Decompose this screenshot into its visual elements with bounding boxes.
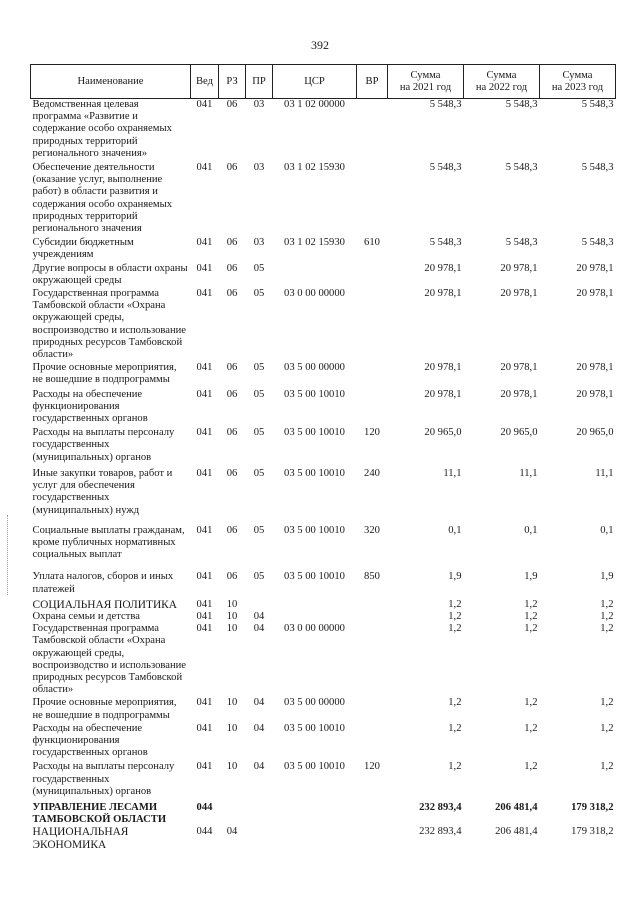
table-row [31,235,616,261]
cell-csr: 03 0 00 00000 [284,623,345,635]
cell-sum-2023: 0,1 [600,524,614,536]
cell-sum-2021: 232 893,4 [419,801,462,813]
cell-vr [357,262,388,287]
cell-csr: 03 5 00 00000 [284,697,345,709]
table-row [31,464,616,517]
table-row [31,387,616,426]
cell-vr [357,387,388,426]
cell-vr [357,696,388,721]
table-row [31,623,616,696]
cell-csr: 03 5 00 10010 [284,524,345,536]
cell-name: Расходы на обеспечение функционирования государственных органов [32,722,148,759]
table-row [31,826,616,850]
cell-vr [357,798,388,826]
cell-sum-2022: 1,2 [524,697,538,709]
cell-ved: 041 [196,427,213,439]
cell-pr: 05 [253,362,265,374]
cell-ved: 041 [196,237,213,249]
cell-csr [273,262,357,287]
header-rz: РЗ [219,65,246,99]
cell-pr: 03 [253,162,265,174]
cell-sum-2022: 5 548,3 [505,162,538,174]
table-header-row [31,65,616,99]
cell-sum-2023: 5 548,3 [581,237,614,249]
header-sum-2022-line1: Сумма [486,69,517,81]
cell-sum-2021: 5 548,3 [429,162,462,174]
cell-sum-2022: 5 548,3 [505,237,538,249]
cell-sum-2021: 1,2 [448,761,462,773]
cell-sum-2023: 1,9 [600,571,614,583]
cell-pr: 05 [253,262,265,274]
cell-ved: 041 [196,761,213,773]
table-row [31,287,616,361]
cell-sum-2021: 1,2 [448,697,462,709]
table-row [31,759,616,798]
cell-sum-2021: 0,1 [448,524,462,536]
cell-rz: 04 [226,826,238,838]
cell-rz: 06 [226,427,238,439]
cell-sum-2021: 5 548,3 [429,237,462,249]
cell-pr: 05 [253,467,265,479]
cell-ved: 041 [196,697,213,709]
cell-rz: 10 [226,610,238,622]
cell-sum-2022: 20 978,1 [500,388,538,400]
cell-csr: 03 5 00 10010 [284,761,345,773]
cell-sum-2022: 20 978,1 [500,362,538,374]
cell-sum-2021: 5 548,3 [429,99,462,110]
header-pr: ПР [246,65,273,99]
table-row [31,596,616,611]
header-sum-2022-line2: на 2022 год [475,81,528,93]
cell-name: Расходы на выплаты персоналу государственных (муниципальных) органов [32,761,175,797]
cell-csr [273,798,357,826]
cell-sum-2023: 1,2 [600,697,614,709]
budget-table [30,64,616,851]
cell-sum-2023: 1,2 [600,722,614,734]
cell-sum-2021: 1,9 [448,571,462,583]
cell-csr: 03 5 00 00000 [284,362,345,374]
cell-vr [357,826,388,850]
cell-sum-2022: 1,2 [524,722,538,734]
cell-ved: 041 [196,288,213,300]
cell-pr [246,596,273,611]
cell-vr: 320 [364,524,380,536]
cell-ved: 041 [196,467,213,479]
cell-sum-2023: 179 318,2 [571,801,614,813]
cell-pr: 05 [253,427,265,439]
cell-vr: 240 [364,467,380,479]
cell-vr: 850 [364,571,380,583]
header-sum-2021-line2: на 2021 год [399,81,452,93]
cell-sum-2021: 1,2 [448,722,462,734]
cell-ved: 044 [196,801,213,813]
cell-sum-2023: 20 978,1 [576,262,614,274]
header-csr: ЦСР [273,65,357,99]
cell-sum-2021: 11,1 [443,467,462,479]
margin-scan-mark [7,515,9,595]
cell-ved: 041 [196,524,213,536]
cell-csr: 03 1 02 00000 [284,99,345,110]
cell-name: Иные закупки товаров, работ и услуг для обеспечения государственных (муниципальных) нужд [32,467,173,516]
cell-ved: 041 [196,571,213,583]
cell-sum-2021: 20 978,1 [424,262,462,274]
cell-ved: 041 [196,722,213,734]
cell-ved: 041 [196,610,213,622]
cell-vr [357,722,388,760]
cell-sum-2022: 20 965,0 [500,427,538,439]
cell-sum-2022: 5 548,3 [505,99,538,110]
table-row [31,425,616,464]
cell-sum-2022: 1,2 [524,598,538,610]
cell-name: Ведомственная целевая программа «Развитие и содержание особо охраняемых природных территорий регионального значения» [32,99,172,159]
cell-sum-2021: 1,2 [448,610,462,622]
cell-rz: 06 [226,388,238,400]
cell-csr [273,826,357,850]
cell-sum-2021: 20 978,1 [424,288,462,300]
cell-pr: 04 [253,697,265,709]
cell-sum-2023: 1,2 [600,610,614,622]
table-row [31,262,616,287]
cell-name: Государственная программа Тамбовской области «Охрана окружающей среды, воспроизводство и использование природных ресурсов Тамбовской области» [32,288,186,361]
cell-pr: 05 [253,288,265,300]
cell-sum-2021: 20 978,1 [424,362,462,374]
cell-vr [357,623,388,696]
header-sum-2023-line1: Сумма [562,69,593,81]
cell-name: Социальные выплаты гражданам, кроме публичных нормативных социальных выплат [32,524,185,561]
header-sum-2021 [388,65,464,99]
cell-ved: 041 [196,623,213,635]
cell-rz [219,798,246,826]
cell-pr [246,798,273,826]
cell-sum-2023: 1,2 [600,761,614,773]
cell-rz: 06 [226,99,238,110]
cell-sum-2023: 179 318,2 [571,826,614,838]
cell-vr: 120 [364,427,380,439]
cell-name: НАЦИОНАЛЬНАЯ ЭКОНОМИКА [32,826,129,851]
cell-vr [357,287,388,361]
cell-csr: 03 5 00 10010 [284,388,345,400]
header-ved: Вед [191,65,219,99]
cell-vr: 120 [364,761,380,773]
cell-ved: 041 [196,388,213,400]
cell-csr: 03 0 00 00000 [284,288,345,300]
cell-sum-2021: 1,2 [448,623,462,635]
table-row [31,798,616,826]
cell-pr: 05 [253,524,265,536]
cell-sum-2022: 0,1 [524,524,538,536]
cell-csr: 03 5 00 10010 [284,467,345,479]
cell-sum-2023: 5 548,3 [581,162,614,174]
table-row [31,517,616,562]
cell-csr: 03 5 00 10010 [284,427,345,439]
cell-name: Другие вопросы в области охраны окружающей среды [32,262,188,286]
table-row [31,561,616,595]
cell-csr: 03 1 02 15930 [284,162,345,174]
cell-pr: 03 [253,237,265,249]
cell-csr: 03 5 00 10010 [284,722,345,734]
cell-sum-2023: 11,1 [595,467,614,479]
cell-rz: 06 [226,467,238,479]
cell-sum-2022: 20 978,1 [500,262,538,274]
cell-sum-2023: 20 978,1 [576,362,614,374]
cell-rz: 06 [226,524,238,536]
cell-name: Расходы на обеспечение функционирования государственных органов [32,388,148,425]
cell-csr: 03 1 02 15930 [284,237,345,249]
header-sum-2023-line2: на 2023 год [551,81,604,93]
cell-vr [357,596,388,611]
cell-vr: 610 [364,237,380,249]
cell-sum-2022: 1,9 [524,571,538,583]
cell-sum-2023: 1,2 [600,623,614,635]
cell-name: Охрана семьи и детства [32,610,140,622]
cell-sum-2022: 20 978,1 [500,288,538,300]
cell-pr: 04 [253,623,265,635]
cell-sum-2021: 1,2 [448,598,462,610]
cell-sum-2023: 20 978,1 [576,288,614,300]
cell-pr: 05 [253,571,265,583]
table-row [31,99,616,161]
cell-rz: 10 [226,598,238,610]
cell-rz: 06 [226,288,238,300]
cell-sum-2022: 1,2 [524,623,538,635]
cell-ved: 044 [196,826,213,838]
header-sum-2023 [540,65,616,99]
header-vr: ВР [357,65,388,99]
cell-ved: 041 [196,362,213,374]
cell-rz: 10 [226,697,238,709]
cell-csr [273,596,357,611]
cell-sum-2023: 20 978,1 [576,388,614,400]
cell-sum-2021: 20 965,0 [424,427,462,439]
cell-pr: 03 [253,99,265,110]
cell-rz: 10 [226,761,238,773]
cell-sum-2022: 1,2 [524,761,538,773]
cell-pr: 05 [253,388,265,400]
cell-sum-2023: 1,2 [600,598,614,610]
cell-rz: 10 [226,623,238,635]
cell-rz: 10 [226,722,238,734]
table-row [31,361,616,386]
cell-sum-2023: 20 965,0 [576,427,614,439]
cell-rz: 06 [226,162,238,174]
cell-csr: 03 5 00 10010 [284,571,345,583]
cell-rz: 06 [226,571,238,583]
table-row [31,611,616,623]
cell-vr [357,160,388,235]
cell-name: УПРАВЛЕНИЕ ЛЕСАМИ ТАМБОВСКОЙ ОБЛАСТИ [32,801,167,826]
cell-sum-2022: 206 481,4 [495,801,538,813]
page-number: 392 [311,38,329,52]
cell-pr: 04 [253,610,265,622]
header-sum-2022 [464,65,540,99]
cell-sum-2022: 1,2 [524,610,538,622]
cell-ved: 041 [196,99,213,110]
cell-name: Государственная программа Тамбовской области «Охрана окружающей среды, воспроизводство и использование природных ресурсов Тамбовской области» [32,623,186,696]
cell-pr: 04 [253,761,265,773]
cell-rz: 06 [226,362,238,374]
cell-pr: 04 [253,722,265,734]
table-row [31,696,616,721]
table-row [31,160,616,235]
cell-sum-2023: 5 548,3 [581,99,614,110]
cell-vr [357,361,388,386]
cell-pr [246,826,273,850]
cell-name: Субсидии бюджетным учреждениям [32,237,134,261]
cell-name: Расходы на выплаты персоналу государственных (муниципальных) органов [32,427,175,463]
cell-name: Обеспечение деятельности (оказание услуг, выполнение работ) в области развития и содержания особо охраняемых природных территорий регионального значения [32,162,173,235]
cell-rz: 06 [226,262,238,274]
cell-sum-2021: 20 978,1 [424,388,462,400]
table-row [31,722,616,760]
cell-rz: 06 [226,237,238,249]
cell-sum-2021: 232 893,4 [419,826,462,838]
cell-name: СОЦИАЛЬНАЯ ПОЛИТИКА [32,598,178,611]
header-name: Наименование [31,65,191,99]
cell-ved: 041 [196,162,213,174]
cell-vr [357,611,388,623]
header-sum-2021-line1: Сумма [410,69,441,81]
cell-ved: 041 [196,598,213,610]
cell-name: Уплата налогов, сборов и иных платежей [32,571,174,595]
cell-ved: 041 [196,262,213,274]
cell-sum-2022: 206 481,4 [495,826,538,838]
cell-name: Прочие основные мероприятия, не вошедшие в подпрограммы [32,362,177,386]
cell-sum-2022: 11,1 [519,467,538,479]
cell-vr [357,99,388,161]
cell-csr [273,611,357,623]
cell-name: Прочие основные мероприятия, не вошедшие в подпрограммы [32,697,177,721]
